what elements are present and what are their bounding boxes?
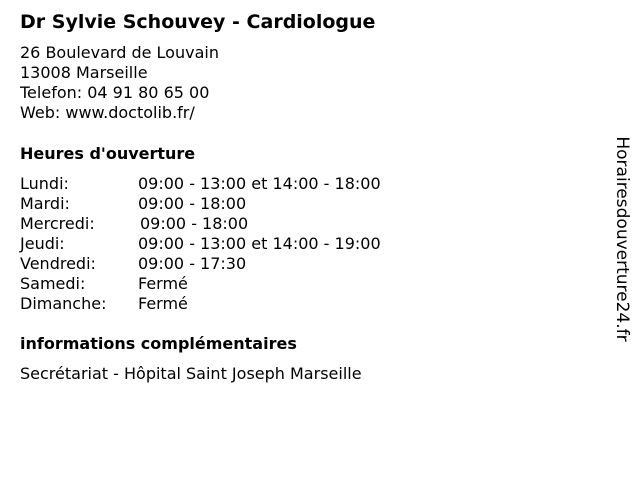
- opening-hours-heading: Heures d'ouverture: [20, 144, 196, 163]
- day-label: Dimanche:: [20, 294, 107, 313]
- time-value: 09:00 - 17:30: [138, 254, 247, 273]
- page-title: Dr Sylvie Schouvey - Cardiologue: [20, 11, 376, 33]
- day-label: Mardi:: [20, 194, 70, 213]
- day-label: Vendredi:: [20, 254, 96, 273]
- time-value: Fermé: [138, 294, 188, 313]
- time-value: 09:00 - 13:00 et 14:00 - 18:00: [138, 174, 381, 193]
- day-label: Lundi:: [20, 174, 69, 193]
- street-address: 26 Boulevard de Louvain: [20, 43, 219, 62]
- address-block: [20, 43, 219, 123]
- time-value: Fermé: [138, 274, 188, 293]
- day-label: Mercredi:: [20, 214, 95, 233]
- time-value: 09:00 - 13:00 et 14:00 - 19:00: [138, 234, 381, 253]
- phone-number: Telefon: 04 91 80 65 00: [20, 83, 210, 102]
- day-label: Jeudi:: [20, 234, 65, 253]
- day-label: Samedi:: [20, 274, 86, 293]
- city-postal-code: 13008 Marseille: [20, 63, 148, 82]
- time-value: 09:00 - 18:00: [138, 194, 247, 213]
- website: Web: www.doctolib.fr/: [20, 103, 195, 122]
- additional-info-heading: informations complémentaires: [20, 334, 297, 353]
- time-value: 09:00 - 18:00: [140, 214, 249, 233]
- watermark-text: Horairesdouverture24.fr: [612, 136, 632, 342]
- additional-info-text: Secrétariat - Hôpital Saint Joseph Marseille: [20, 364, 362, 383]
